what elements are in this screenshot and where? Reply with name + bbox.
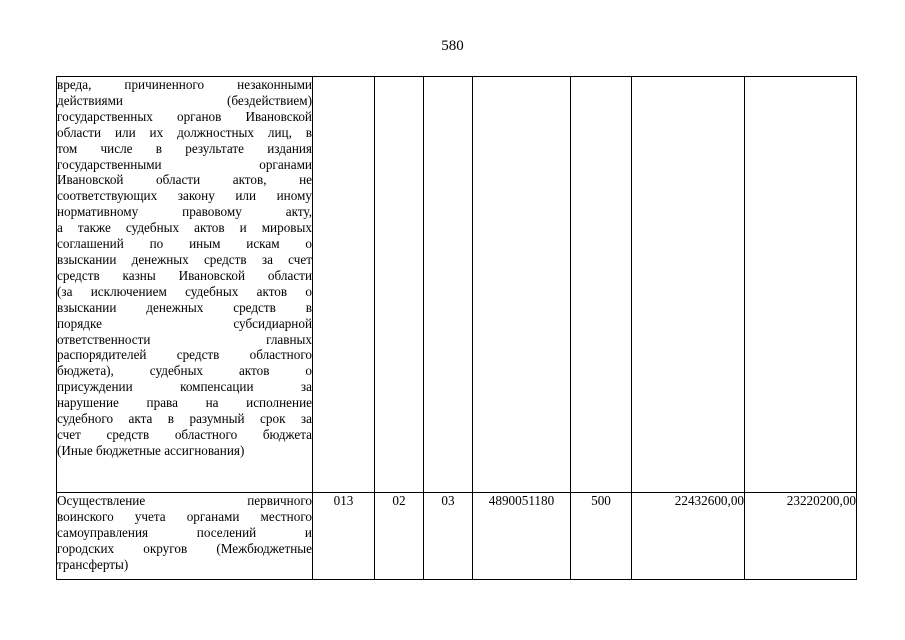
description-line: (Иные бюджетные ассигнования) xyxy=(57,442,245,458)
description-line: нормативному правовому акту, xyxy=(57,204,312,220)
description-line: судебного акта в разумный срок за xyxy=(57,411,312,427)
description-line: средств казны Ивановской области xyxy=(57,267,312,283)
subsection-cell: 03 xyxy=(424,493,473,580)
description-line: соответствующих закону или иному xyxy=(57,188,312,204)
description-line: а также судебных актов и мировых xyxy=(57,220,312,236)
table-row-continued xyxy=(57,77,857,493)
description-line: области или их должностных лиц, в xyxy=(57,124,312,140)
description-cell xyxy=(57,77,313,493)
description-line: бюджета), судебных актов о xyxy=(57,363,312,379)
description-line: взыскании денежных средств в xyxy=(57,299,312,315)
description-line: ответственности главных xyxy=(57,331,312,347)
target-article-cell xyxy=(473,77,571,493)
description-line: порядке субсидиарной xyxy=(57,315,312,331)
description-line: государственных органов Ивановской xyxy=(57,108,312,124)
section-cell xyxy=(375,77,424,493)
amount-1-cell xyxy=(632,77,745,493)
description-line: (за исключением судебных актов о xyxy=(57,283,312,299)
description-line: государственными органами xyxy=(57,156,312,172)
description-line: городских округов (Межбюджетные xyxy=(57,540,312,556)
description-line: трансферты) xyxy=(57,556,129,572)
description-line: Ивановской области актов, не xyxy=(57,172,312,188)
description-line: распорядителей средств областного xyxy=(57,347,312,363)
table-row xyxy=(57,493,857,580)
description-line: самоуправления поселений и xyxy=(57,524,312,540)
description-line: присуждении компенсации за xyxy=(57,379,312,395)
page-number: 580 xyxy=(441,38,464,54)
budget-table xyxy=(56,76,857,580)
section-cell: 02 xyxy=(375,493,424,580)
description-line: взыскании денежных средств за счет xyxy=(57,251,312,267)
amount-2-cell: 23220200,00 xyxy=(745,493,857,580)
description-line: соглашений по иным искам о xyxy=(57,236,312,252)
expense-type-cell xyxy=(571,77,632,493)
description-line: вреда, причиненного незаконными xyxy=(57,77,312,92)
subsection-cell xyxy=(424,77,473,493)
description-line: воинского учета органами местного xyxy=(57,508,312,524)
description-line: том числе в результате издания xyxy=(57,140,312,156)
description-line: нарушение права на исполнение xyxy=(57,395,312,411)
expense-type-cell: 500 xyxy=(571,493,632,580)
description-line: счет средств областного бюджета xyxy=(57,426,312,442)
ministry-cell: 013 xyxy=(313,493,375,580)
description-cell xyxy=(57,493,313,580)
amount-2-cell xyxy=(745,77,857,493)
target-article-cell: 4890051180 xyxy=(473,493,571,580)
description-line: Осуществление первичного xyxy=(57,493,312,508)
ministry-cell xyxy=(313,77,375,493)
amount-1-cell: 22432600,00 xyxy=(632,493,745,580)
description-line: действиями (бездействием) xyxy=(57,92,312,108)
